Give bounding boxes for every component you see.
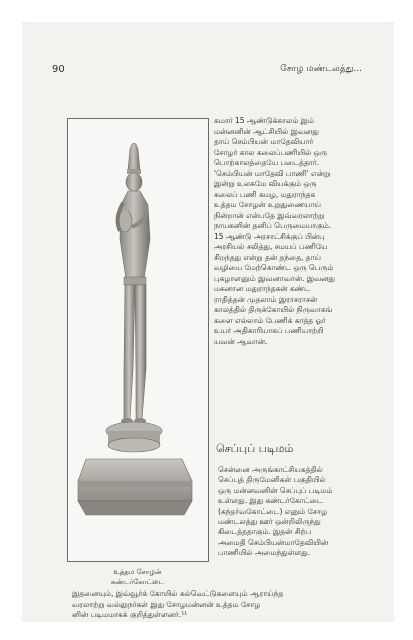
text-line: சென்னை அருங்காட்சியகத்தில்: [218, 465, 323, 474]
text-line: மகனான மதுராந்தகன் கண்ட: [214, 284, 311, 293]
section-heading: செப்புப் படிமம்: [216, 442, 294, 455]
text-line: கிடைத்ததாகும். இதன் சிற்ப: [218, 527, 312, 537]
text-line: களை எல்லாம் பேணிக் காத்த ஓர்: [214, 315, 326, 325]
text-line: 'செம்பியன் மாதேவி பாணி' என்று: [214, 168, 331, 178]
text-line: கலைப் பணி கமழ, மதுராந்தக: [214, 189, 316, 199]
page-header: [22, 64, 394, 80]
body-paragraph: [214, 116, 384, 347]
section-paragraph-continued: [72, 589, 394, 621]
text-line: பொற்காலத்தையே படைத்தார்.: [214, 158, 319, 167]
text-line: சுமார் 15 ஆண்டுக்காலம் இம்: [214, 116, 314, 125]
caption-line: கண்டர்கோட்டை: [110, 578, 165, 586]
text-line: சிறந்தது என்று தன் தந்தை, தாய்: [214, 252, 321, 262]
section-paragraph: [218, 465, 386, 559]
text-line: (கந்தர்வகோட்டை) எனும் சோழ: [218, 506, 327, 516]
text-line: இன்று உலகமே வியக்கும் ஒரு: [214, 179, 317, 188]
text-line: அமைதி செம்பியன்மாதேவியின்: [218, 537, 329, 547]
text-line: ஒரு மன்னவனின் செப்புப் படிமம்: [218, 485, 333, 495]
text-line: னின் படிமமாகக் குறித்துள்ளனர்.¹¹: [72, 610, 188, 619]
text-line: சோழர் கால கலைப்பணியில் ஒரு: [214, 147, 327, 157]
text-line: வரலாற்று வல்லுநர்கள் இது சோழமன்னன் உத்தம சோழ: [72, 599, 261, 609]
text-line: வழியை மேற்கொண்ட ஒரு பெரும்: [214, 263, 334, 272]
text-line: மன்னனின் ஆட்சியில் இவனது: [214, 126, 319, 136]
text-line: உள்ளது. இது கண்டர்கோட்டை: [218, 496, 323, 506]
text-line: புகழாளனும் இவனாவான். இவனது: [214, 273, 335, 283]
page-number: 90: [52, 64, 65, 75]
text-line: காலத்தில் திருக்கோயில் நிருவாகங்: [214, 305, 333, 314]
text-line: நாயகனின் தனிப் பெருமையாகும்.: [214, 221, 332, 230]
text-line: உயர் அதிகாரியாகப் பணியாற்றி: [214, 326, 324, 335]
text-line: தாய் செம்பியன் மாதேவியார்: [214, 137, 314, 146]
text-line: பாணியில் அமைந்துள்ளது.: [218, 548, 311, 558]
text-line: நின்றான் என்பதே இவ்வரலாற்று: [214, 210, 325, 220]
text-line: அரசியல் சலித்து, சமயப் பணியே: [214, 242, 328, 251]
book-page: [22, 22, 394, 622]
text-line: இதனையும், இவ்வூர்க் கோயில் கல்வெட்டுகளையும் ஆராய்ந்த: [72, 589, 284, 598]
running-head: சோழ மண்டலத்து...: [280, 64, 362, 74]
caption-line: உத்தம சோழன்: [113, 568, 162, 576]
bronze-statue-illustration: [68, 119, 208, 561]
text-line: உத்தம சோழன் உறுதுணையாய்: [214, 200, 321, 209]
figure-caption: [80, 567, 195, 587]
bronze-statue-photo: [67, 118, 209, 562]
text-line: செப்புத் திருமேனிகள் பகுதியில்: [218, 475, 326, 485]
text-line: மண்டலத்து ஊர் ஒன்றிலிருந்து: [218, 517, 321, 527]
text-line: யவன் ஆவான்.: [214, 336, 268, 346]
text-line: ராதித்தன் முதலாம் இராசராசன்: [214, 294, 318, 304]
text-line: 15 ஆண்டு அரசாட்சிக்குப் பின்பு: [214, 231, 325, 241]
